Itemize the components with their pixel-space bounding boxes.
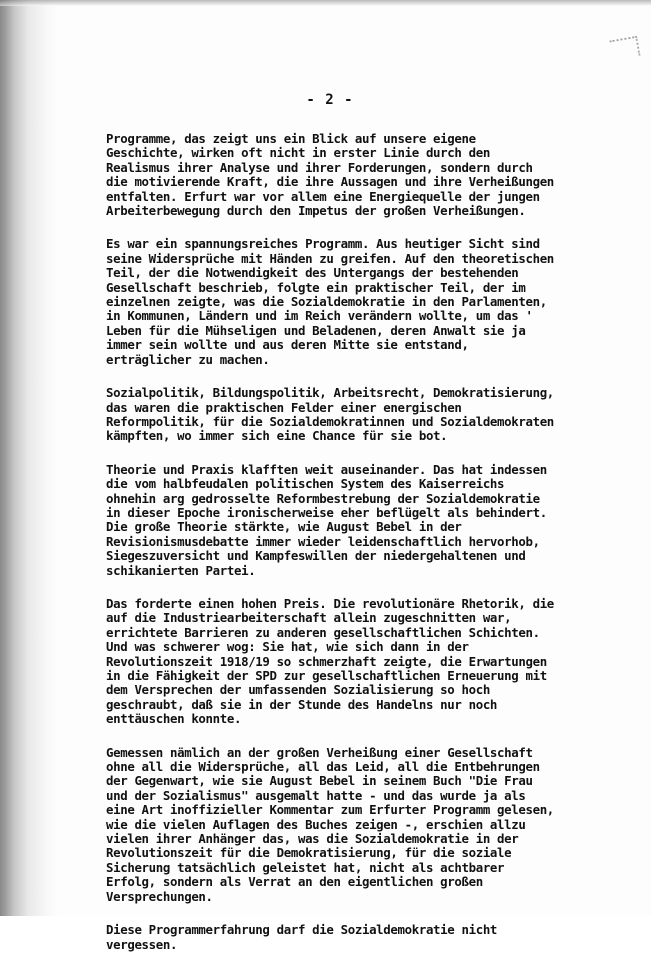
text-line: in dieser Epoche ironischerweise eher beflügelt als behindert. bbox=[106, 504, 547, 520]
text-line: Erfolg, sondern als Verrat an den eigentlichen großen bbox=[106, 874, 483, 890]
text-line: entfalten. Erfurt war vor allem eine Energiequelle der jungen bbox=[106, 188, 540, 204]
text-line: Theorie und Praxis klafften weit auseinander. Das hat indessen bbox=[106, 461, 547, 477]
text-line: Versprechungen. bbox=[106, 888, 213, 904]
text-line: Das forderte einen hohen Preis. Die revolutionäre Rhetorik, die bbox=[106, 595, 554, 611]
text-line: Gemessen nämlich an der großen Verheißung einer Gesellschaft bbox=[106, 744, 533, 760]
text-line: Siegeszuversicht und Kampfeswillen der niedergehaltenen und bbox=[106, 548, 526, 564]
body-text bbox=[106, 132, 626, 971]
text-line: Revisionismusdebatte immer wieder leidenschaftlich hervorhob, bbox=[106, 533, 540, 549]
scan-corner-mark bbox=[609, 36, 640, 61]
text-line: eine Art inoffizieller Kommentar zum Erfurter Programm gelesen, bbox=[106, 802, 554, 818]
text-line: vergessen. bbox=[106, 936, 178, 952]
text-line: dem Versprechen der umfassenden Sozialisierung so hoch bbox=[106, 682, 490, 698]
text-line: Sicherung tatsächlich geleistet hat, nicht als achtbarer bbox=[106, 859, 505, 875]
text-line: erträglicher zu machen. bbox=[106, 351, 270, 367]
text-line: der Gegenwart, wie sie August Bebel in seinem Buch "Die Frau bbox=[106, 773, 533, 789]
text-line: einzelnen zeigte, was die Sozialdemokratie in den Parlamenten, bbox=[106, 294, 547, 310]
paragraph-3 bbox=[106, 386, 626, 444]
page-number: - 2 - bbox=[306, 92, 354, 108]
paragraph-2 bbox=[106, 237, 626, 367]
text-line: seine Widersprüche mit Händen zu greifen. Auf den theoretischen bbox=[106, 250, 554, 266]
text-line: Revolutionszeit 1918/19 so schmerzhaft zeigte, die Erwartungen bbox=[106, 653, 547, 669]
text-line: Realismus ihrer Analyse und ihrer Forderungen, sondern durch bbox=[106, 159, 533, 175]
text-line: Arbeiterbewegung durch den Impetus der großen Verheißungen. bbox=[106, 203, 526, 219]
text-line: Reformpolitik, für die Sozialdemokratinnen und Sozialdemokraten bbox=[106, 413, 554, 429]
text-line: Es war ein spannungsreiches Programm. Aus heutiger Sicht sind bbox=[106, 236, 540, 252]
text-line: ohnehin arg gedrosselte Reformbestrebung der Sozialdemokratie bbox=[106, 490, 540, 506]
text-line: in die Fähigkeit der SPD zur gesellschaftlichen Erneuerung mit bbox=[106, 668, 547, 683]
paragraph-1 bbox=[106, 132, 626, 218]
text-line: Teil, der die Notwendigkeit des Untergangs der bestehenden bbox=[106, 265, 519, 281]
text-line: Gesellschaft beschrieb, folgte ein praktischer Teil, der im bbox=[106, 279, 526, 295]
text-line: Die große Theorie stärkte, wie August Bebel in der bbox=[106, 519, 462, 535]
paragraph-6 bbox=[106, 746, 626, 904]
text-line: Programme, das zeigt uns ein Blick auf unsere eigene bbox=[106, 131, 476, 146]
text-line: Sozialpolitik, Bildungspolitik, Arbeitsrecht, Demokratisierung, bbox=[106, 385, 554, 401]
text-line: Und was schwerer wog: Sie hat, wie sich dann in der bbox=[106, 639, 469, 655]
text-line: Revolutionszeit für die Demokratisierung, für die soziale bbox=[106, 845, 512, 861]
text-line: geschraubt, daß sie in der Stunde des Handelns nur noch bbox=[106, 696, 498, 712]
text-line: die vom halbfeudalen politischen System des Kaiserreichs bbox=[106, 476, 505, 492]
scan-shadow-top bbox=[0, 0, 651, 6]
text-line: wie die vielen Auflagen des Buches zeigen -, erschien allzu bbox=[106, 816, 526, 832]
paragraph-5 bbox=[106, 597, 626, 727]
text-line: das waren die praktischen Felder einer energischen bbox=[106, 399, 462, 415]
text-line: Leben für die Mühseligen und Beladenen, deren Anwalt sie ja bbox=[106, 322, 526, 338]
scan-shadow-left bbox=[0, 0, 58, 916]
text-line: und der Sozialismus" ausgemalt hatte - und das wurde ja als bbox=[106, 787, 526, 803]
text-line: Geschichte, wirken oft nicht in erster Linie durch den bbox=[106, 145, 490, 161]
text-line: enttäuschen konnte. bbox=[106, 711, 242, 727]
text-line: die motivierende Kraft, die ihre Aussagen und ihre Verheißungen bbox=[106, 174, 554, 190]
text-line: kämpften, wo immer sich eine Chance für sie bot. bbox=[106, 428, 448, 444]
text-line: immer sein wollte und aus deren Mitte sie entstand, bbox=[106, 337, 469, 353]
text-line: Diese Programmerfahrung darf die Sozialdemokratie nicht bbox=[106, 922, 498, 938]
text-line: in Kommunen, Ländern und im Reich verändern wollte, um das ' bbox=[106, 308, 533, 324]
text-line: vielen ihrer Anhänger das, was die Sozialdemokratie in der bbox=[106, 831, 519, 847]
paragraph-4 bbox=[106, 463, 626, 578]
paragraph-7 bbox=[106, 923, 626, 952]
text-line: schikanierten Partei. bbox=[106, 562, 256, 578]
text-line: auf die Industriearbeiterschaft allein zugeschnitten war, bbox=[106, 610, 512, 626]
text-line: ohne all die Widersprüche, all das Leid, all die Entbehrungen bbox=[106, 759, 540, 775]
text-line: errichtete Barrieren zu anderen gesellschaftlichen Schichten. bbox=[106, 624, 540, 640]
